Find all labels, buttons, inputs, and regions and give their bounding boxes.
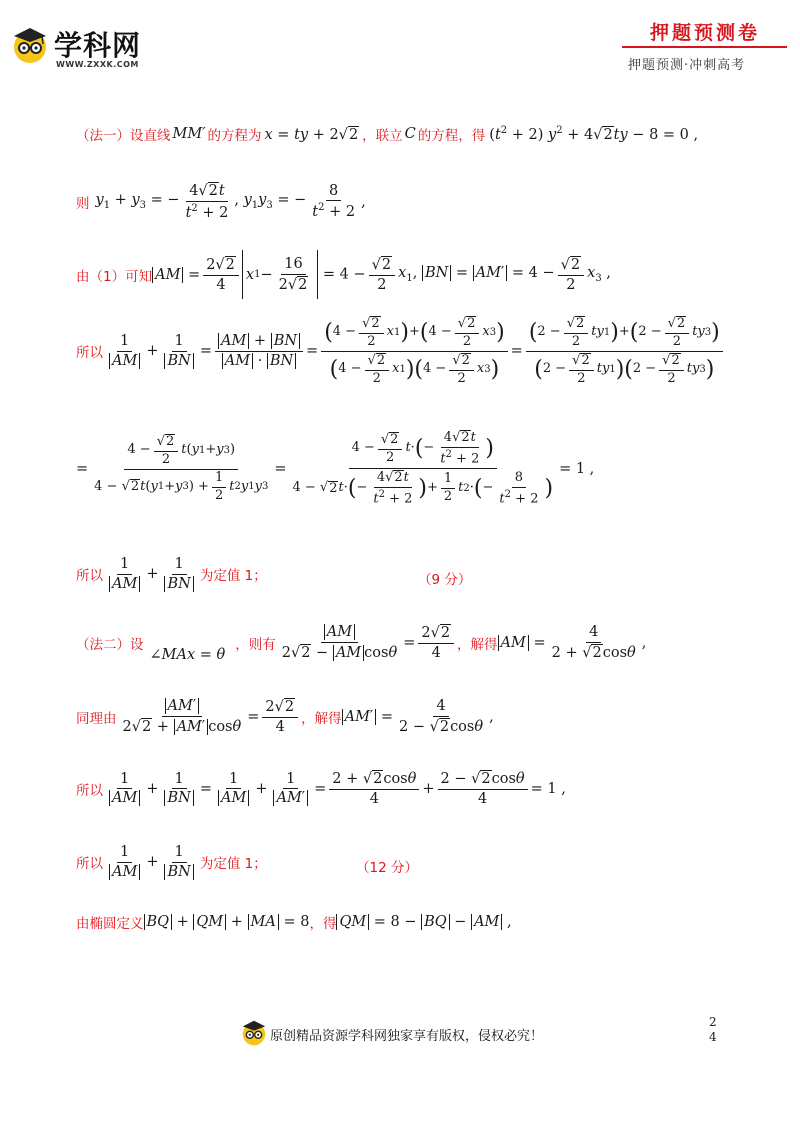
method1-tag: （法一）	[76, 128, 130, 144]
method1-sum-expand: 所以 $\frac{1}{AM}$ + $\frac{1}{BN}$ = $\frac{AM + BN}{AM \cdot BN}$ = ( 4 − $\frac{√2}{2}$ x 1 ) + ( 4 − $\frac{√2}{2}$ x 3 ) ( 4 − $\frac{√2}{2}$ x 1 ) ( 4 − $\frac{√2}{2}$ x 3 ) = ( 2 − $\frac{√2}{2}$ ty 1 ) + ( 2 − $\frac{√2}{2}$ ty 3 ) ( 2 − $\frac{√2}{2}$ ty 1 ) ( 2 − $\frac{√2}{2}$ ty 3 )	[76, 316, 726, 387]
math-c: C	[404, 126, 416, 142]
method1-conclusion: 所以 $\frac{1}{AM}$ + $\frac{1}{BN}$ 为定值 1；	[76, 556, 267, 592]
page-number-bottom: 4	[709, 1030, 717, 1044]
page-number-top: 2	[709, 1015, 717, 1029]
brand-divider	[622, 46, 787, 48]
method1-intro: （法一） 设直线 MM′ 的方程为 x = ty + 2√2 ，联立 C 的方程，得 $(t^2 + 2) y^2 + 4√2ty - 8 = 0$ ,	[76, 125, 699, 144]
logo-text: 学科网	[54, 29, 142, 62]
brand-subtitle: 押题预测·冲刺高考	[628, 58, 746, 73]
math-mm-prime: MM′	[172, 126, 206, 142]
method2-conclusion: 所以 $\frac{1}{AM}$ + $\frac{1}{BN}$ 为定值 1；	[76, 844, 267, 880]
method1-vieta: 则 $y_1 + y_3$ = − $\frac{4√2t}{t^2 + 2}$ , $y_1y_3$ = − $\frac{8}{t^2 + 2}$ ,	[76, 182, 366, 221]
logo-url: WWW.ZXXK.COM	[56, 60, 139, 69]
method1-score: （9 分）	[418, 572, 472, 588]
method2-score: （12 分）	[356, 860, 418, 876]
header	[0, 0, 800, 80]
logo-icon	[10, 24, 50, 64]
math-line-eq: x = ty + 2√2	[264, 126, 359, 143]
math-quadratic: $(t^2 + 2) y^2 + 4√2ty - 8 = 0$ ,	[489, 125, 699, 143]
method2-similar: 同理由 $\frac{AM'}{2√2 + AM' \cos\theta}$ = $\frac{2√2}{4}$ ，解得 AM′ = $\frac{4}{2 - √2\cos\theta}$ ,	[76, 698, 494, 735]
method2-sum: 所以 $\frac{1}{AM}$ + $\frac{1}{BN}$ = $\frac{1}{AM}$ + $\frac{1}{AM'}$ = $\frac{2 + √2\cos\theta}{4}$ + $\frac{2 - √2\cos\theta}{4}$ = 1 ,	[76, 770, 566, 807]
footer-copyright: 原创精品资源学科网独家享有版权，侵权必究！	[270, 1029, 544, 1044]
method1-distances: 由（1）可知 AM = $\frac{2√2}{4}$ x 1 − $\frac{16}{2√2}$ = 4 − $\frac{√2}{2}$ $x_1$, BN = AM′ = 4 − $\frac{√2}{2}$ $x_3$ ,	[76, 250, 611, 299]
footer-logo-icon	[240, 1018, 268, 1046]
brand-title: 押题预测卷	[650, 22, 761, 44]
method2-intro: （法二） 设 ∠MAx = θ ，则有 $\frac{AM}{\text{2√2 − AM cosθ}}$ = $\frac{2√2}{4}$ ，解得 AM = $\frac{4}{2 + √2\cos\theta}$ ,	[76, 624, 647, 663]
method2-tag: （法二）	[76, 636, 130, 653]
method1-simplify: = 4 − $\frac{√2}{2}$ t ( y 1 + y 3 ) 4 − √ 2 t ( y 1 + y 3 ) + $\frac{1}{2}$ t 2 y 1 y 3 = 4 − $\frac{√2}{2}$ t · ( − $\frac{4√2t}{t^2 + 2}$ ) 4 − √ 2 t · ( − $\frac{4√2t}{t^2 + 2}$ ) + $\frac{1}{2}$ t 2 · ( − $\frac{8}{t^2 + 2}$ ) = 1 ,	[76, 430, 595, 507]
ellipse-definition-line: 由椭圆定义 BQ + QM + MA = 8 ，得 QM = 8 − BQ − AM ,	[76, 914, 512, 932]
